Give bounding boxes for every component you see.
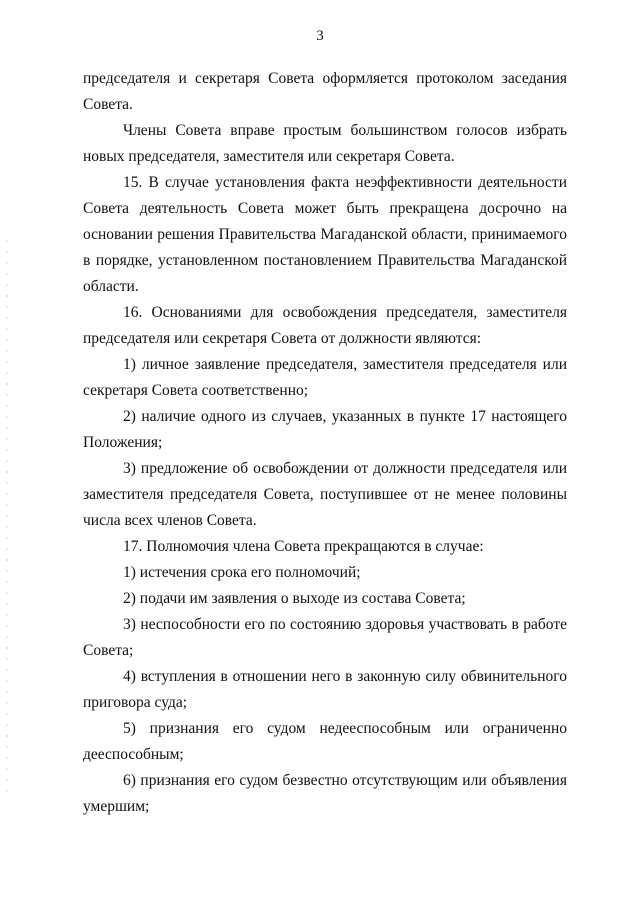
document-body bbox=[83, 66, 567, 820]
paragraph: 1) истечения срока его полномочий; bbox=[123, 564, 361, 581]
paragraph: Члены Совета вправе простым большинством голосов избрать новых председателя, заместителя или секретаря Совета. bbox=[83, 122, 567, 165]
paragraph: 15. В случае установления факта неэффективности деятельности Совета деятельность Совета может быть прекращена досрочно на основании решения Правительства Магаданской области, принимаемого в порядке, установленном постановлением Правительства Магаданской области. bbox=[83, 174, 567, 295]
paragraph: 6) признания его судом безвестно отсутствующим или объявления умершим; bbox=[83, 772, 567, 815]
paragraph: 2) подачи им заявления о выходе из состава Совета; bbox=[123, 590, 466, 607]
paragraph: 3) неспособности его по состоянию здоровья участвовать в работе Совета; bbox=[83, 616, 567, 659]
paragraph: 4) вступления в отношении него в законную силу обвинительного приговора суда; bbox=[83, 668, 567, 711]
paragraph: 5) признания его судом недееспособным или ограниченно дееспособным; bbox=[83, 720, 567, 763]
paragraph: 2) наличие одного из случаев, указанных в пункте 17 настоящего Положения; bbox=[83, 408, 567, 451]
page-number: 3 bbox=[316, 28, 324, 44]
paragraph: 1) личное заявление председателя, заместителя председателя или секретаря Совета соответственно; bbox=[83, 356, 567, 399]
scan-artifact bbox=[6, 240, 8, 800]
paragraph: председателя и секретаря Совета оформляется протоколом заседания Совета. bbox=[83, 70, 567, 113]
paragraph: 3) предложение об освобождении от должности председателя или заместителя председателя Совета, поступившее от не менее половины числа всех членов Совета. bbox=[83, 460, 567, 529]
paragraph: 17. Полномочия члена Совета прекращаются в случае: bbox=[123, 538, 484, 555]
paragraph: 16. Основаниями для освобождения председателя, заместителя председателя или секретаря Совета от должности являются: bbox=[83, 304, 567, 347]
